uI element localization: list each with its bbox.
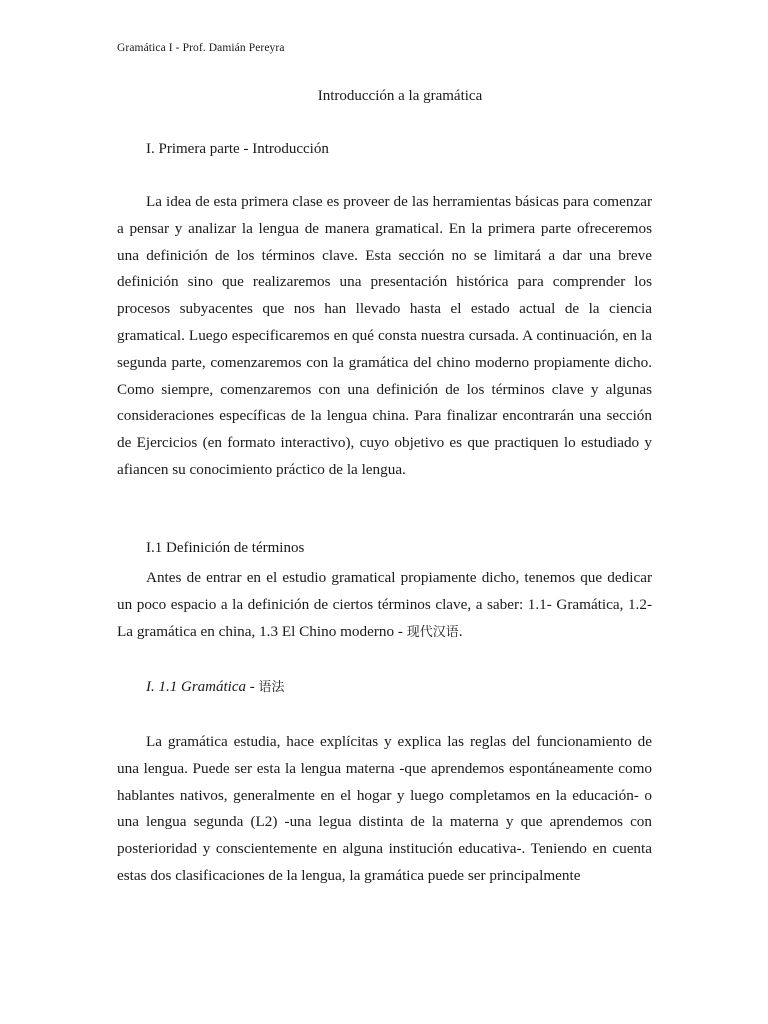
subheading-grammar — [146, 676, 285, 696]
running-header: Gramática I - Prof. Damián Pereyra — [117, 42, 285, 54]
document-title — [0, 88, 768, 105]
subheading-definitions: I.1 Definición de términos — [146, 540, 305, 556]
paragraph-definitions-text: Antes de entrar en el estudio gramatical propiamente dicho, tenemos que dedicar un poco espacio a la definición de ciertos términos clave, a saber: 1.1- Gramática, 1.2- La gramática en china, 1.3 El Chino moderno - — [117, 569, 652, 640]
paragraph-grammar: La gramática estudia, hace explícitas y explica las reglas del funcionamiento de una lengua. Puede ser esta la lengua materna -que aprendemos espontáneamente como hablantes nativos, generalmente en el hogar y luego completamos en la educación- o una lengua segunda (L2) -una legua distinta de la materna y que aprendemos con posterioridad y conscientemente en alguna institución educativa-. Teniendo en cuenta estas dos clasificaciones de la lengua, la gramática puede ser principalmente — [117, 733, 652, 884]
paragraph-intro: La idea de esta primera clase es proveer de las herramientas básicas para comenzar a pensar y analizar la lengua de manera gramatical. En la primera parte ofreceremos una definición de los términos clave. Esta sección no se limitará a dar una breve definición sino que realizaremos una presentación histórica para comprender los procesos subyacentes que nos han llevado hasta el estado actual de la ciencia gramatical. Luego especificaremos en qué consta nuestra cursada. A continuación, en la segunda parte, comenzaremos con la gramática del chino moderno propiamente dicho. Como siempre, comenzaremos con una definición de los términos clave y algunas consideraciones específicas de la lengua china. Para finalizar encontrarán una sección de Ejercicios (en formato interactivo), cuyo objetivo es que practiquen lo estudiado y afiancen su conocimiento práctico de la lengua. — [117, 193, 652, 478]
section-heading: I. Primera parte - Introducción — [146, 141, 329, 157]
chinese-term-modern-chinese: 现代汉语 — [406, 624, 459, 640]
subheading-grammar-text: I. 1.1 Gramática - — [146, 679, 259, 695]
paragraph-definitions — [117, 565, 652, 646]
document-title-text: Introducción a la gramática — [317, 88, 483, 104]
paragraph-definitions-end: . — [458, 622, 463, 640]
chinese-term-grammar: 语法 — [258, 680, 285, 695]
